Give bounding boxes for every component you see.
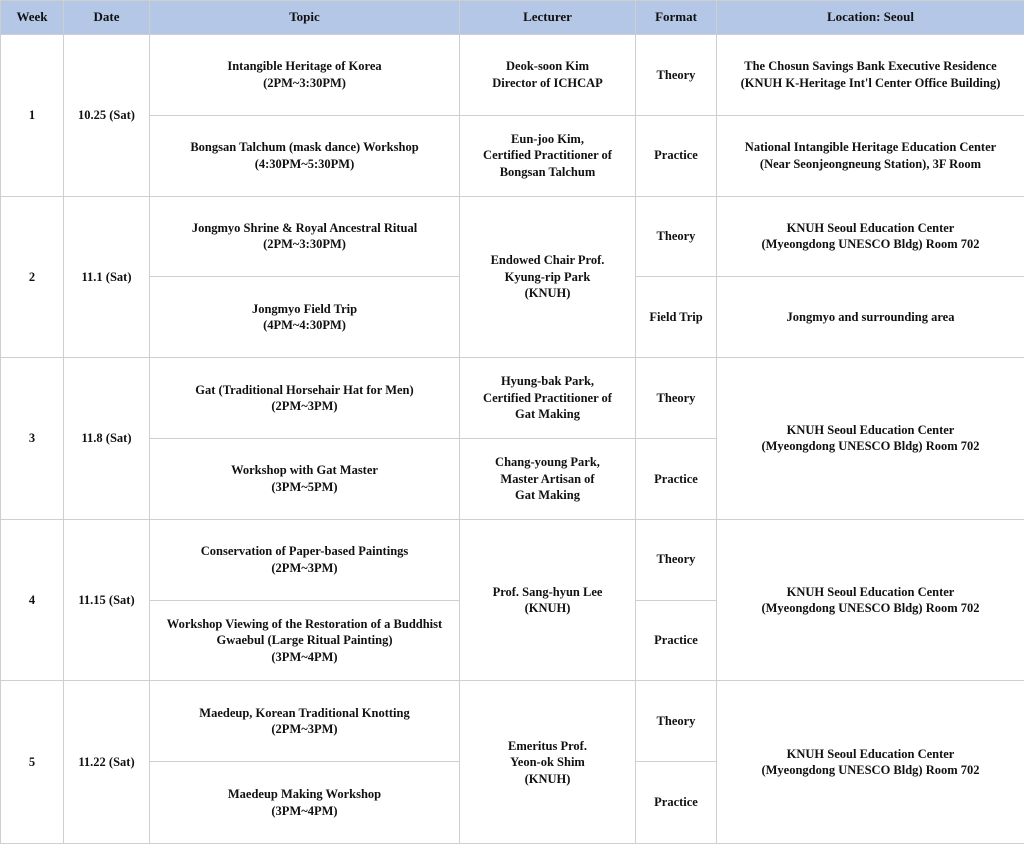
- session-topic: Workshop Viewing of the Restoration of a Buddhist Gwaebul (Large Ritual Painting) (3PM~4PM): [150, 600, 460, 681]
- table-row: [1, 115, 1024, 196]
- table-row: [1, 35, 1024, 116]
- header-week: Week: [1, 1, 64, 35]
- session-format: Practice: [636, 762, 717, 844]
- session-topic: Jongmyo Shrine & Royal Ancestral Ritual (2PM~3:30PM): [150, 196, 460, 277]
- session-topic: Gat (Traditional Horsehair Hat for Men) (2PM~3PM): [150, 358, 460, 439]
- table-row: [1, 681, 1024, 762]
- week-number: 4: [1, 519, 64, 681]
- session-lecturer: Hyung-bak Park, Certified Practitioner of Gat Making: [460, 358, 636, 439]
- session-topic: Maedeup, Korean Traditional Knotting (2PM~3PM): [150, 681, 460, 762]
- session-lecturer: Endowed Chair Prof. Kyung-rip Park (KNUH): [460, 196, 636, 358]
- session-date: 11.1 (Sat): [64, 196, 150, 358]
- session-format: Theory: [636, 681, 717, 762]
- session-topic: Bongsan Talchum (mask dance) Workshop (4:30PM~5:30PM): [150, 115, 460, 196]
- session-location: KNUH Seoul Education Center (Myeongdong UNESCO Bldg) Room 702: [717, 681, 1024, 844]
- table-row: [1, 196, 1024, 277]
- week-number: 2: [1, 196, 64, 358]
- header-lecturer: Lecturer: [460, 1, 636, 35]
- session-format: Practice: [636, 115, 717, 196]
- session-location: KNUH Seoul Education Center (Myeongdong UNESCO Bldg) Room 702: [717, 358, 1024, 520]
- header-location: Location: Seoul: [717, 1, 1024, 35]
- session-format: Theory: [636, 35, 717, 116]
- session-format: Field Trip: [636, 277, 717, 358]
- session-format: Theory: [636, 358, 717, 439]
- session-lecturer: Eun-joo Kim, Certified Practitioner of Bongsan Talchum: [460, 115, 636, 196]
- session-lecturer: Emeritus Prof. Yeon-ok Shim (KNUH): [460, 681, 636, 844]
- session-topic: Maedeup Making Workshop (3PM~4PM): [150, 762, 460, 844]
- table-row: [1, 519, 1024, 600]
- session-location: KNUH Seoul Education Center (Myeongdong UNESCO Bldg) Room 702: [717, 196, 1024, 277]
- header-row: [1, 1, 1024, 35]
- session-location: KNUH Seoul Education Center (Myeongdong UNESCO Bldg) Room 702: [717, 519, 1024, 681]
- header-topic: Topic: [150, 1, 460, 35]
- week-number: 5: [1, 681, 64, 844]
- session-lecturer: Deok-soon Kim Director of ICHCAP: [460, 35, 636, 116]
- session-date: 11.15 (Sat): [64, 519, 150, 681]
- session-location: National Intangible Heritage Education Center (Near Seonjeongneung Station), 3F Room: [717, 115, 1024, 196]
- session-topic: Intangible Heritage of Korea (2PM~3:30PM): [150, 35, 460, 116]
- session-topic: Workshop with Gat Master (3PM~5PM): [150, 438, 460, 519]
- header-date: Date: [64, 1, 150, 35]
- session-topic: Conservation of Paper-based Paintings (2PM~3PM): [150, 519, 460, 600]
- session-format: Practice: [636, 438, 717, 519]
- header-format: Format: [636, 1, 717, 35]
- session-date: 11.8 (Sat): [64, 358, 150, 520]
- session-date: 10.25 (Sat): [64, 35, 150, 197]
- session-location: The Chosun Savings Bank Executive Residence (KNUH K-Heritage Int'l Center Office Building): [717, 35, 1024, 116]
- table-row: [1, 358, 1024, 439]
- session-format: Practice: [636, 600, 717, 681]
- week-number: 1: [1, 35, 64, 197]
- session-lecturer: Chang-young Park, Master Artisan of Gat Making: [460, 438, 636, 519]
- session-format: Theory: [636, 196, 717, 277]
- session-location: Jongmyo and surrounding area: [717, 277, 1024, 358]
- session-topic: Jongmyo Field Trip (4PM~4:30PM): [150, 277, 460, 358]
- session-format: Theory: [636, 519, 717, 600]
- session-lecturer: Prof. Sang-hyun Lee (KNUH): [460, 519, 636, 681]
- session-date: 11.22 (Sat): [64, 681, 150, 844]
- week-number: 3: [1, 358, 64, 520]
